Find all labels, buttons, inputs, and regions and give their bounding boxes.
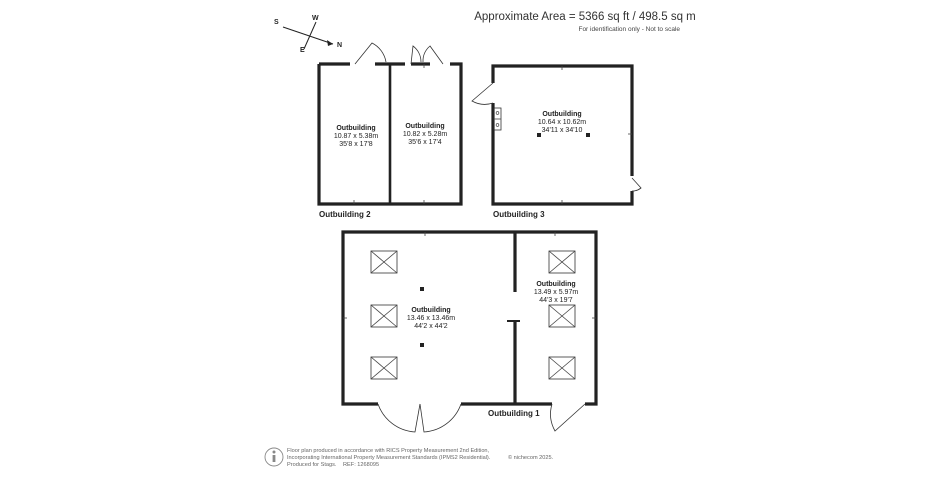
compass-e: E [300,47,305,54]
footer-ref: REF: 1268095 [343,462,380,468]
svg-text:Outbuilding: Outbuilding [411,307,451,314]
footer-line-2: Incorporating International Property Measurement Standards (IPMS2 Residential). [287,455,491,461]
svg-text:35'6 x 17'4: 35'6 x 17'4 [408,139,442,146]
outbuilding-1 [343,232,596,432]
room-outbuilding-2a [334,125,379,148]
outbuilding-2 [319,43,461,219]
outbuilding-3 [472,66,641,219]
compass-w: W [312,15,319,22]
svg-text:13.46 x 13.46m: 13.46 x 13.46m [406,315,456,322]
scale-note: For identification only - Not to scale [578,26,680,33]
svg-text:34'11 x 34'10: 34'11 x 34'10 [541,127,583,134]
svg-text:Outbuilding: Outbuilding [405,123,445,130]
outbuilding-3-caption: Outbuilding 3 [493,210,545,219]
svg-text:44'2 x 44'2: 44'2 x 44'2 [414,323,448,330]
svg-text:44'3 x 19'7: 44'3 x 19'7 [539,297,573,304]
svg-text:10.82 x 5.28m: 10.82 x 5.28m [402,131,448,138]
footer-copyright: © nichecom 2025. [508,455,554,461]
svg-text:35'8 x 17'8: 35'8 x 17'8 [339,141,373,148]
outbuilding-2-caption: Outbuilding 2 [319,210,371,219]
outbuilding-1-caption: Outbuilding 1 [488,409,540,418]
footer-line-1: Floor plan produced in accordance with RICS Property Measurement 2nd Edition, [287,448,490,454]
rooflight-icon [371,251,575,379]
svg-text:Outbuilding: Outbuilding [542,111,582,118]
rics-logo-icon [265,448,283,466]
compass-icon [274,15,342,54]
room-outbuilding-2b [403,123,448,146]
approximate-area: Approximate Area = 5366 sq ft / 498.5 sq m [474,11,696,23]
footer-line-3: Produced for Stags. [287,462,337,468]
room-outbuilding-3 [538,111,586,134]
svg-text:Outbuilding: Outbuilding [536,281,576,288]
room-outbuilding-1b [534,281,579,304]
room-outbuilding-1a [407,307,455,330]
svg-text:10.64 x 10.62m: 10.64 x 10.62m [537,119,587,126]
svg-text:10.87 x 5.38m: 10.87 x 5.38m [333,133,379,140]
compass-n: N [337,42,343,49]
svg-text:Outbuilding: Outbuilding [336,125,376,132]
compass-s: S [274,19,279,26]
svg-text:13.49 x 5.97m: 13.49 x 5.97m [533,289,579,296]
